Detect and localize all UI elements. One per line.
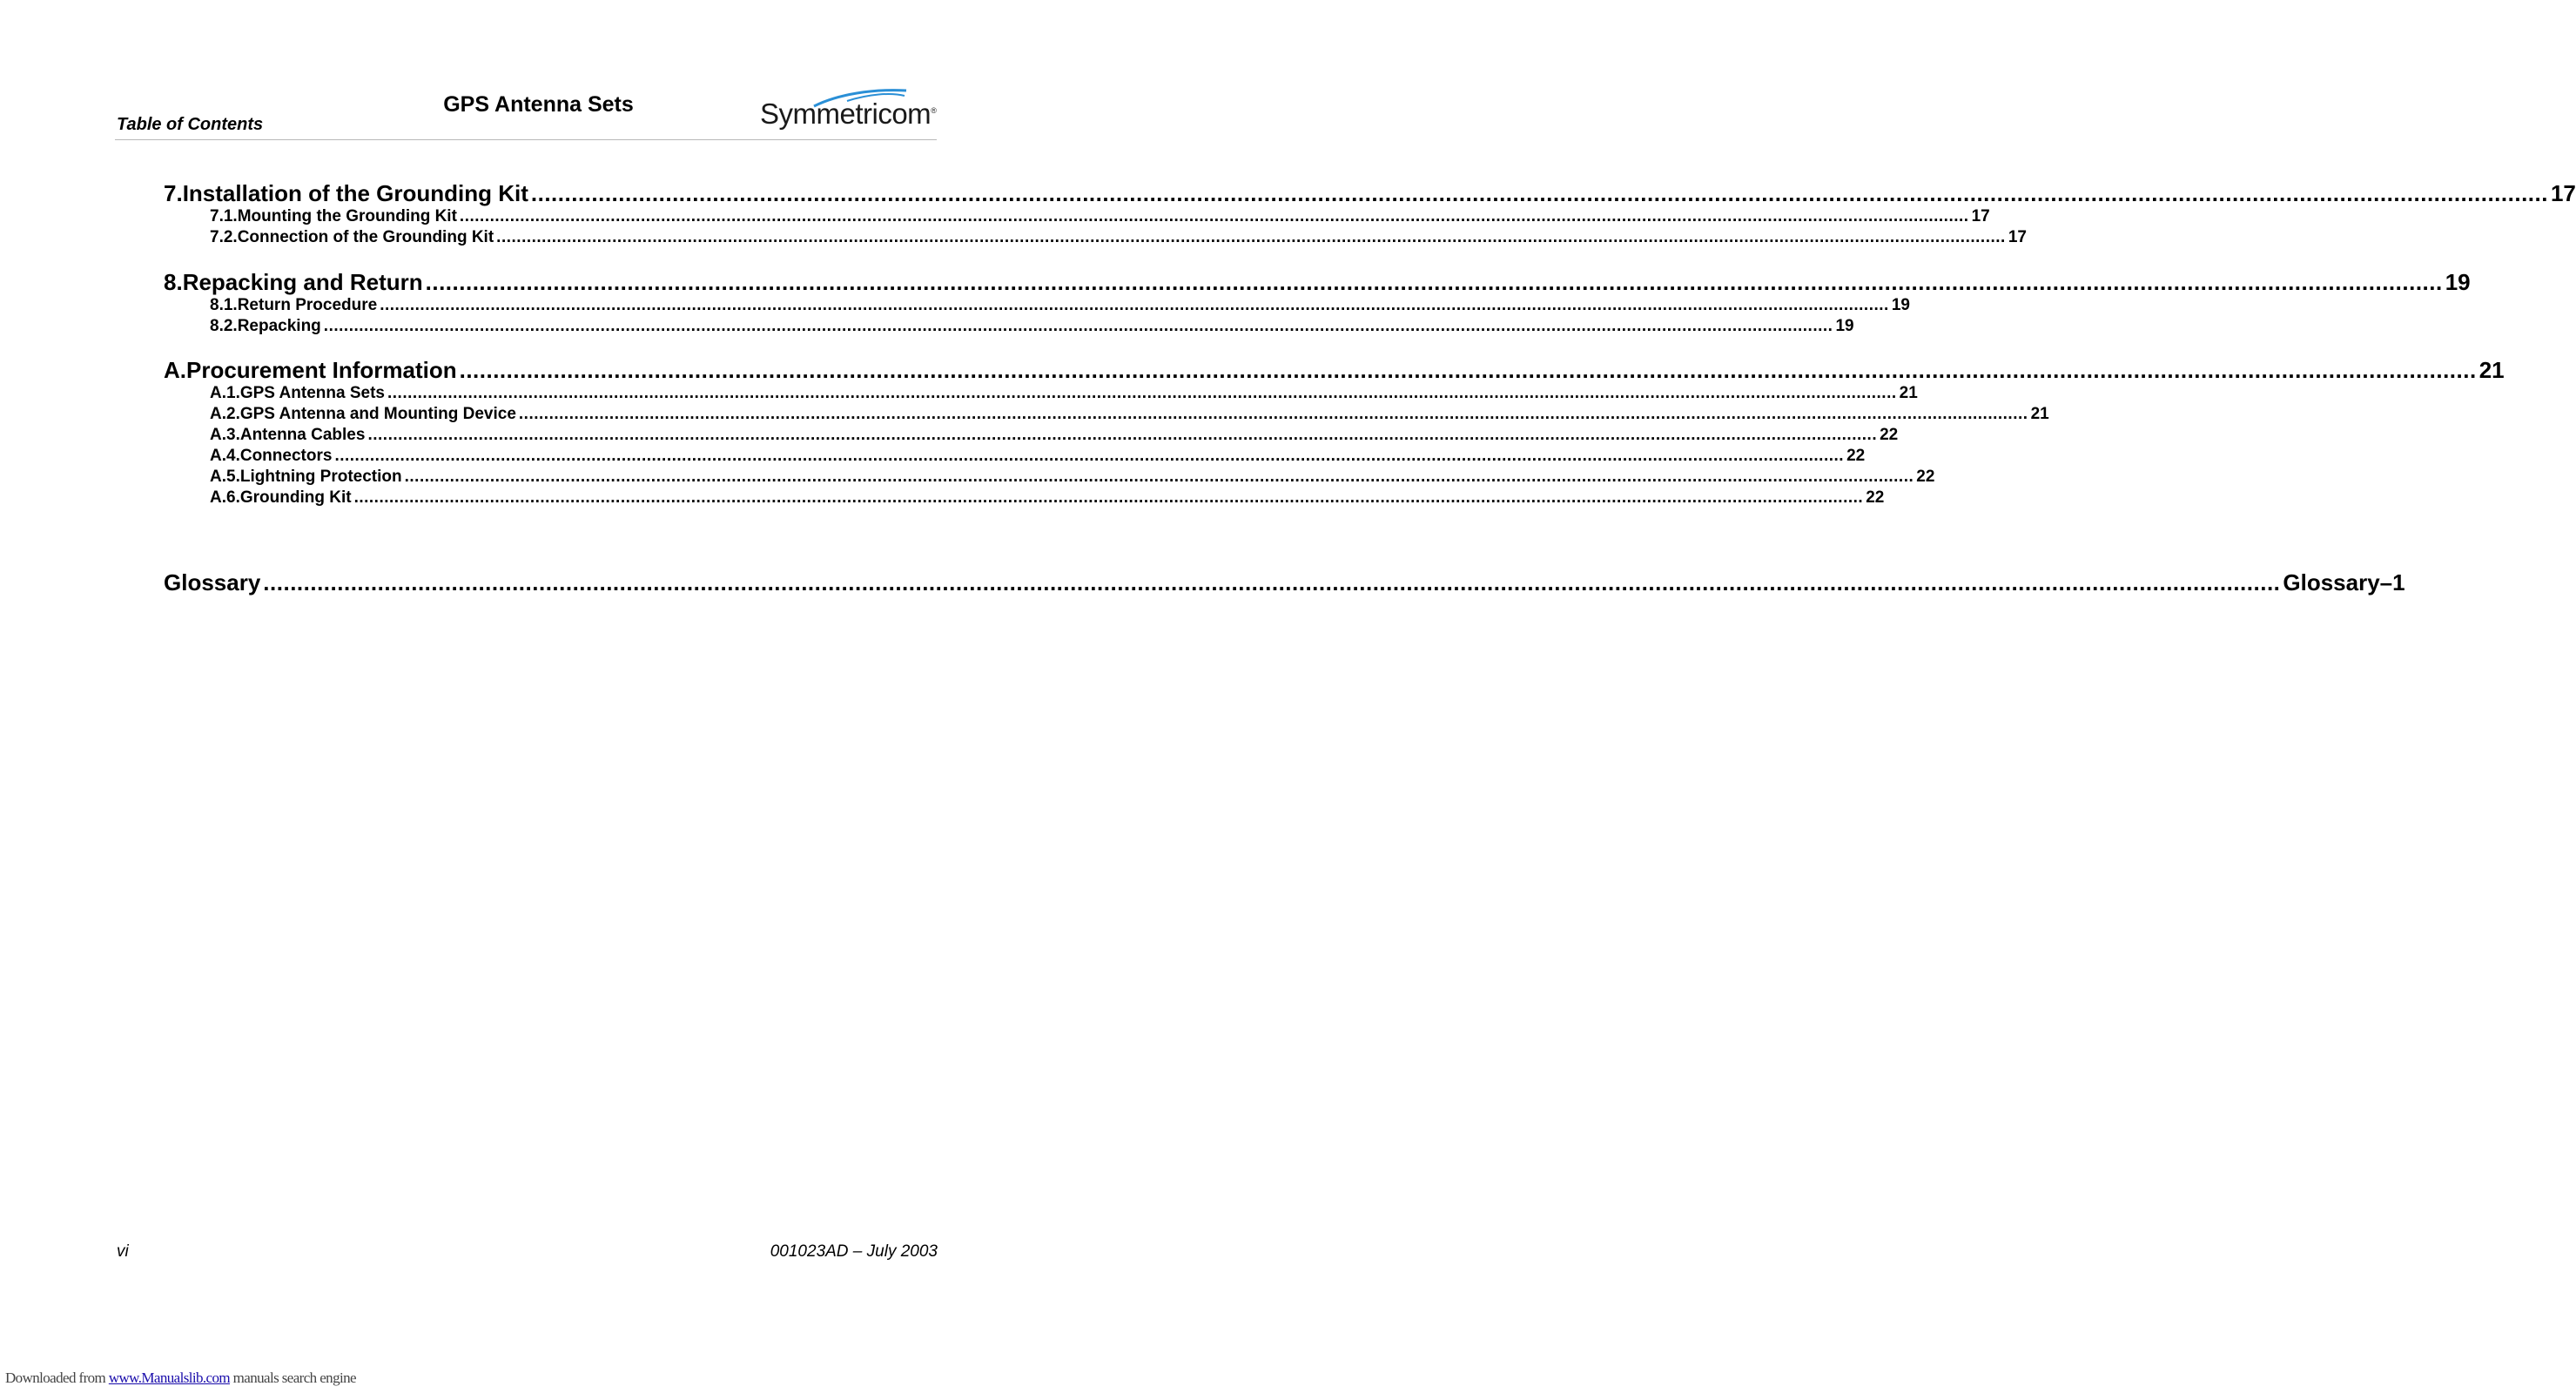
toc-glossary-entry[interactable] — [164, 569, 2405, 596]
toc-subentry[interactable] — [210, 447, 1866, 466]
toc-subentry-number: 8.2. — [210, 317, 238, 335]
toc-subentry-page: 19 — [1835, 317, 1854, 335]
toc-subentry-page: 21 — [2030, 405, 2049, 423]
page-number: vi — [117, 1242, 129, 1261]
toc-subentry-page: 22 — [1846, 447, 1866, 465]
document-title: GPS Antenna Sets — [443, 92, 634, 117]
toc-entry-title: Repacking and Return — [182, 269, 423, 295]
toc-subentry-number: A.1. — [210, 384, 240, 402]
dot-leader: ............................................................................................................................................................................................................................................................................................................ — [353, 488, 1864, 507]
dot-leader: ............................................................................................................................................................................................................................................................................................................ — [367, 426, 1878, 444]
dot-leader: ............................................................................................................................................................................................................................................................................................................ — [496, 228, 2006, 246]
toc-subentry-title: Return Procedure — [237, 296, 378, 314]
toc-subentry[interactable] — [210, 488, 1885, 508]
toc-entry-page: 21 — [2478, 357, 2505, 383]
toc-subentry[interactable] — [210, 296, 1910, 315]
toc-subentry-title: Mounting the Grounding Kit — [237, 207, 457, 225]
toc-subentry-title: GPS Antenna and Mounting Device — [239, 405, 516, 423]
toc-subentry-number: 7.2. — [210, 228, 238, 246]
toc-subentry-page: 17 — [1971, 207, 1990, 225]
download-suffix: manuals search engine — [230, 1369, 356, 1386]
toc-subentry-page: 22 — [1880, 426, 1899, 444]
toc-entry-number: A. — [164, 357, 186, 383]
toc-subentry-title: GPS Antenna Sets — [239, 384, 385, 402]
toc-subentry[interactable] — [210, 384, 1918, 403]
dot-leader: ............................................................................................................................................................................................................................................................................................................ — [518, 405, 2028, 423]
toc-entry-number: 7. — [164, 180, 183, 206]
toc-subentry-title: Lightning Protection — [239, 468, 402, 486]
toc-subentry-number: A.6. — [210, 488, 240, 507]
logo-text: Symmetricom® — [760, 98, 937, 130]
toc-entry-page: Glossary–1 — [2283, 569, 2405, 596]
download-banner — [5, 1369, 356, 1387]
toc-entry[interactable] — [164, 357, 2505, 384]
toc-subentry[interactable] — [210, 207, 1990, 226]
dot-leader: ............................................................................................................................................................................................................................................................................................................ — [530, 180, 2548, 206]
toc-subentry-page: 22 — [1866, 488, 1885, 507]
manualslib-link[interactable]: www.Manualslib.com — [108, 1369, 231, 1386]
toc-subentry[interactable] — [210, 405, 2049, 424]
toc-subentry[interactable] — [210, 426, 1899, 445]
toc-entry[interactable] — [164, 269, 2471, 296]
section-name: Table of Contents — [117, 115, 264, 134]
toc-subentry-number: A.2. — [210, 405, 240, 423]
toc-subentry-page: 17 — [2008, 228, 2027, 246]
document-id: 001023AD – July 2003 — [770, 1242, 938, 1261]
toc-subentry-number: A.4. — [210, 447, 240, 465]
toc-subentry[interactable] — [210, 468, 1935, 487]
toc-subentry-title: Antenna Cables — [239, 426, 366, 444]
toc-subentry-title: Connection of the Grounding Kit — [237, 228, 494, 246]
dot-leader: ............................................................................................................................................................................................................................................................................................................ — [323, 317, 1833, 335]
download-prefix: Downloaded from — [5, 1369, 109, 1386]
toc-subentry-number: 8.1. — [210, 296, 238, 314]
toc-subentry-title: Connectors — [239, 447, 333, 465]
dot-leader: ............................................................................................................................................................................................................................................................................................................ — [404, 468, 1914, 486]
symmetricom-logo — [760, 87, 937, 139]
toc-subentry[interactable] — [210, 317, 1854, 336]
toc-subentry-page: 21 — [1899, 384, 1918, 402]
toc-subentry-number: 7.1. — [210, 207, 238, 225]
dot-leader: ............................................................................................................................................................................................................................................................................................................ — [380, 296, 1889, 314]
toc-entry-page: 17 — [2550, 180, 2576, 206]
dot-leader: ............................................................................................................................................................................................................................................................................................................ — [459, 357, 2477, 383]
toc-subentry-page: 19 — [1891, 296, 1910, 314]
toc-subentry-page: 22 — [1916, 468, 1935, 486]
toc-entry[interactable] — [164, 180, 2576, 207]
dot-leader: ............................................................................................................................................................................................................................................................................................................ — [263, 569, 2281, 596]
toc-subentry[interactable] — [210, 228, 2027, 247]
dot-leader: ............................................................................................................................................................................................................................................................................................................ — [459, 207, 1969, 225]
toc-subentry-number: A.3. — [210, 426, 240, 444]
header-rule — [115, 139, 937, 140]
toc-entry-title: Installation of the Grounding Kit — [182, 180, 528, 206]
toc-entry-title: Procurement Information — [186, 357, 457, 383]
toc-subentry-title: Grounding Kit — [239, 488, 352, 507]
dot-leader: ............................................................................................................................................................................................................................................................................................................ — [425, 269, 2443, 295]
toc-entry-number: 8. — [164, 269, 183, 295]
toc-subentry-number: A.5. — [210, 468, 240, 486]
toc-entry-title: Glossary — [164, 569, 261, 596]
dot-leader: ............................................................................................................................................................................................................................................................................................................ — [387, 384, 1897, 402]
toc-entry-page: 19 — [2445, 269, 2471, 295]
dot-leader: ............................................................................................................................................................................................................................................................................................................ — [334, 447, 1845, 465]
toc-subentry-title: Repacking — [237, 317, 321, 335]
